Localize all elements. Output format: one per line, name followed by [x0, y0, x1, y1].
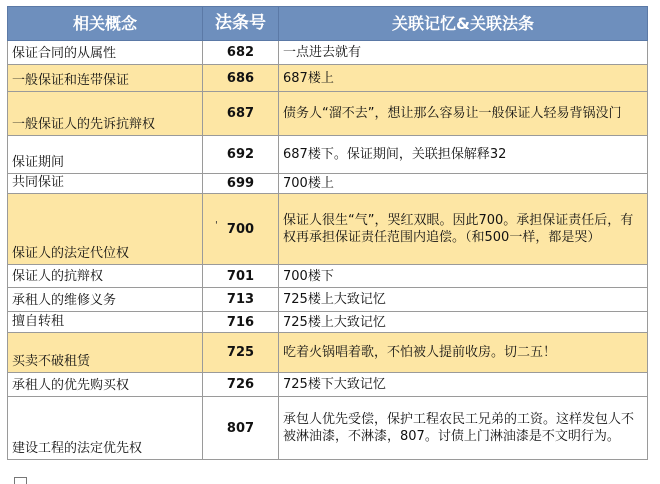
concept-cell[interactable]: 保证人的法定代位权 [8, 194, 203, 265]
bottom-strip [0, 476, 660, 483]
concept-table [7, 6, 648, 460]
memo-cell[interactable]: 一点进去就有 [279, 41, 648, 65]
table-row[interactable] [8, 92, 648, 136]
table-row[interactable] [8, 373, 648, 397]
memo-cell[interactable]: 债务人“溜不去”，想让那么容易让一般保证人轻易背锅没门 [279, 92, 648, 136]
concept-cell[interactable]: 买卖不破租赁 [8, 333, 203, 373]
table-row[interactable] [8, 174, 648, 194]
memo-cell[interactable]: 保证人很生“气”，哭红双眼。因此700。承担保证责任后，有权再承担保证责任范围内追偿。（和500一样，都是哭） [279, 194, 648, 265]
article-cell[interactable]: 682 [203, 41, 279, 65]
concept-cell[interactable]: 一般保证和连带保证 [8, 65, 203, 92]
memo-cell[interactable]: 687楼下。保证期间，关联担保解释32 [279, 136, 648, 174]
article-cell[interactable]: 687 [203, 92, 279, 136]
concept-cell[interactable]: 建设工程的法定优先权 [8, 397, 203, 460]
article-cell[interactable]: 726 [203, 373, 279, 397]
article-cell[interactable]: 699 [203, 174, 279, 194]
concept-cell[interactable]: 承租人的优先购买权 [8, 373, 203, 397]
concept-cell[interactable]: 共同保证 [8, 174, 203, 194]
article-cell[interactable]: 713 [203, 288, 279, 312]
table-row[interactable] [8, 333, 648, 373]
concept-cell[interactable]: 承租人的维修义务 [8, 288, 203, 312]
article-cell[interactable]: 701 [203, 265, 279, 288]
cursor-tick-mark: ' [215, 220, 218, 231]
memo-cell[interactable]: 725楼下大致记忆 [279, 373, 648, 397]
memo-cell[interactable]: 吃着火锅唱着歌，不怕被人提前收房。切二五！ [279, 333, 648, 373]
table-row[interactable] [8, 312, 648, 333]
memo-cell[interactable]: 700楼下 [279, 265, 648, 288]
table-row[interactable] [8, 136, 648, 174]
memo-cell[interactable]: 725楼上大致记忆 [279, 312, 648, 333]
article-cell[interactable]: 807 [203, 397, 279, 460]
table-row[interactable] [8, 397, 648, 460]
memo-cell[interactable]: 700楼上 [279, 174, 648, 194]
memo-cell[interactable]: 承包人优先受偿，保护工程农民工兄弟的工资。这样发包人不被淋油漆，不淋漆，807。讨债上门淋油漆是不文明行为。 [279, 397, 648, 460]
header-article[interactable]: 法条号 [203, 7, 279, 41]
table-row[interactable] [8, 194, 648, 265]
memo-cell[interactable]: 687楼上 [279, 65, 648, 92]
article-cell[interactable]: 700 [203, 194, 279, 265]
table-row[interactable] [8, 288, 648, 312]
table-row[interactable] [8, 65, 648, 92]
concept-cell[interactable]: 保证期间 [8, 136, 203, 174]
table-row[interactable] [8, 265, 648, 288]
header-memo[interactable]: 关联记忆&关联法条 [279, 7, 648, 41]
table-row[interactable] [8, 41, 648, 65]
memo-cell[interactable]: 725楼上大致记忆 [279, 288, 648, 312]
concept-cell[interactable]: 一般保证人的先诉抗辩权 [8, 92, 203, 136]
article-cell[interactable]: 716 [203, 312, 279, 333]
concept-cell[interactable]: 保证人的抗辩权 [8, 265, 203, 288]
article-cell[interactable]: 692 [203, 136, 279, 174]
concept-cell[interactable]: 擅自转租 [8, 312, 203, 333]
header-row [8, 7, 648, 41]
concept-cell[interactable]: 保证合同的从属性 [8, 41, 203, 65]
article-cell[interactable]: 686 [203, 65, 279, 92]
article-cell[interactable]: 725 [203, 333, 279, 373]
header-concept[interactable]: 相关概念 [8, 7, 203, 41]
